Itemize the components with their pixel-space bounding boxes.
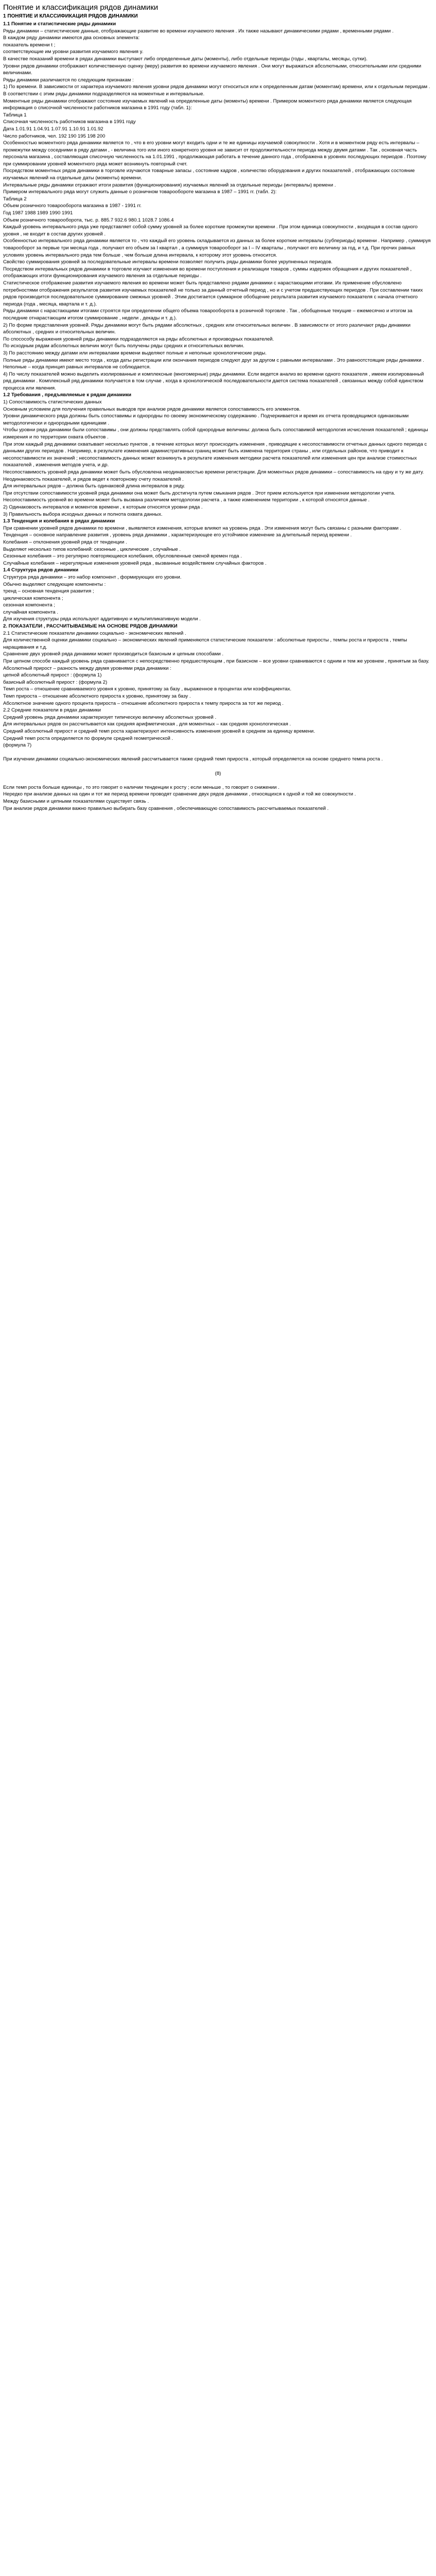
body-paragraph: Несопоставимость уровней ряда динамики может быть обусловлена неодинаковостью времени регистрации. Для моментных рядов динамики – сопоставимость на одну и ту же дату. Неодинаковость показателей, и рядов ведет к повторному счету показателей . <box>3 469 424 482</box>
body-paragraph: сезонная компонента ; <box>3 602 55 608</box>
body-paragraph: 1) Сопоставимость статистических данных <box>3 399 102 405</box>
document-body <box>3 21 433 812</box>
body-paragraph: Списочная численность работников магазина в 1991 году <box>3 119 136 125</box>
body-paragraph: циклическая компонента ; <box>3 595 63 601</box>
body-paragraph: Для изучения структуры ряда используют аддитивную и мультипликативную модели . <box>3 616 201 622</box>
blank-line <box>3 777 433 784</box>
body-paragraph: Темп роста – отношение сравниваемого уровня к уровню, принятому за базу , выраженное в процентах или коэффициентах. <box>3 686 292 692</box>
body-paragraph: показатель времени t ; <box>3 42 56 48</box>
body-paragraph: Особенностью моментного ряда динамики является то , что в его уровни могут входить одни и те же единицы изучаемой совокупности . Хотя и в моментном ряду есть интервалы – промежутки между соседними в ряду датами , - величина того или иного конкретного уровня не зависит от продолжительности периода между двумя датами . Так , основная часть персонала магазина , составляющая списочную численность на 1.01.1991 , продолжающая работать в течение данного года , отображена в уровнях последующих периодов . Поэтому при суммировании уровней моментного ряда может возникнуть повторный счет. <box>3 140 427 167</box>
body-paragraph: соответствующие им уровни развития изучаемого явления y. <box>3 49 144 55</box>
body-paragraph: Средний уровень ряда динамики характеризует типическую величину абсолютных уровней . <box>3 714 217 720</box>
body-paragraph: При сравнении уровней рядов динамики по времени , выявляется изменения, которые влияют на уровень ряда . Эти изменения могут быть связаны с разными факторами . <box>3 525 402 531</box>
body-paragraph: Темп прироста – отношение абсолютного прироста к уровню, принятому за базу . <box>3 693 191 699</box>
body-paragraph: При этом каждый ряд динамики охватывает несколько пунктов , в течение которых могут происходить изменения , приводящие к несопоставимости отчетных данных одного периода с данными других периодов . Например, в результате изменения административных границ может быть изменена территория страны , или отдельных районов, что приводит к несопоставимости их значений ; несопоставимость данных может возникнуть в результате изменения методики расчета показателей или изменения цен при анализе стоимостных показателей , изменения методов учета, и др. <box>3 441 427 468</box>
body-paragraph: Чтобы уровни ряда динамики были сопоставимы , они должны представлять собой однородные величины: должна быть сопоставимой методология исчисления показателей ; единицы измерения и по территории охвата объектов . <box>3 427 428 440</box>
body-paragraph: (формула 7) <box>3 742 32 749</box>
body-paragraph: Для количественной оценки динамики социально – экономических явлений применяются статистические показатели : абсолютные приросты , темпы роста и прироста , темпы наращивания и т.д. <box>3 637 407 650</box>
body-paragraph: Уровни рядов динамики отображают количественную оценку (меру) развития во времени изучаемого явления . Они могут выражаться абсолютными, относительными или средними величинами. <box>3 63 422 76</box>
body-paragraph: Примером интервального ряда могут служить данные о розничном товарообороте магазина в 1987 – 1991 гг. (табл. 2): <box>3 189 277 195</box>
body-paragraph: Год 1987 1988 1989 1990 1991 <box>3 210 73 216</box>
body-paragraph: Особенностью интервального ряда динамики является то , что каждый его уровень складывается из данных за более короткие интервалы (субпериоды) времени . Например , суммируя товарооборот за первые три месяца года , получают его объем за I квартал , а суммируя товарооборот за I – IV кварталы , получают его величину за год, и т.д. При прочих равных условиях уровень интервального ряда тем больше , чем больше длина интервала, к которому этот уровень относится. <box>3 238 431 258</box>
formula-label: (8) <box>215 770 221 776</box>
body-paragraph: Таблица 1 <box>3 112 27 118</box>
body-paragraph: Основным условием для получения правильных выводов при анализе рядов динамики является сопоставимость его элементов. <box>3 406 301 412</box>
blank-line <box>3 763 433 770</box>
body-paragraph: Если темп роста больше единицы , то это говорит о наличии тенденции к росту ; если меньше , то говорит о снижении . <box>3 784 280 790</box>
body-paragraph: Средний темп роста определяется по формуле средней геометрической . <box>3 735 173 741</box>
body-paragraph: По спосособу выражения уровней ряды динамики подразделяются на ряды абсолютных и производных показателей. <box>3 336 274 342</box>
blank-line <box>3 749 433 756</box>
body-paragraph: Для интервальных рядов он рассчитывается как средняя арифметическая , для моментных – как средняя хронологическая . <box>3 721 291 727</box>
body-paragraph: Тенденция – основное направление развития , уровень ряда динамики , характеризующее его устойчивое изменение за длительный период времени . <box>3 532 352 538</box>
body-paragraph: Посредством интервальных рядов динамики в торговле изучают изменения во времени поступления и реализации товаров , суммы издержек обращения и других показателей , отображающих итоги функционирования изучаемого явления за отдельные периоды . <box>3 266 412 279</box>
body-paragraph: В качестве показаний времени в рядах динамики выступают либо определенные даты (моменты), либо отдельные периоды (годы , кварталы, месяцы, сутки). <box>3 56 368 62</box>
body-paragraph: тренд – основная тенденция развития ; <box>3 588 94 595</box>
body-paragraph: Структура ряда динамики – это набор компонент , формирующих его уровни. <box>3 574 182 580</box>
body-paragraph: 1) По времени. В зависимости от характера изучаемого явления уровни рядов динамики могут относиться или к определенным датам (моментам) времени, или к отдельным периодам . В соответствии с этим ряды динамики подразделяются на моментные и интервальные. <box>3 84 430 97</box>
body-paragraph: Нередко при анализе данных на один и тот же период времени проводят сравнение двух рядов динамики , относящихся к одной и той же совокупности . <box>3 791 356 798</box>
body-paragraph: В каждом ряду динамики имеются два основных элемента: <box>3 35 140 41</box>
body-paragraph: При анализе рядов динамики важно правильно выбирать базу сравнения , обеспечивающую сопоставимость рассчитываемых показателей . <box>3 805 329 811</box>
section-heading: 1.2 Требования , предъявляемые к рядам динамики <box>3 392 132 398</box>
document-page <box>0 0 436 817</box>
body-paragraph: 2) По форме представления уровней. Ряды динамики могут быть рядами абсолютных , средних или относительных величин . В зависимости от этого различают ряды динамики абсолютных , средних и относительных величин. <box>3 322 411 335</box>
section-subtitle: 1 ПОНЯТИЕ И КЛАССИФИКАЦИЯ РЯДОВ ДИНАМИКИ <box>3 13 138 19</box>
body-paragraph: Неполные – когда принцип равных интервалов не соблюдается. <box>3 364 151 370</box>
body-paragraph: Число работников, чел. 192 190 195 198 200 <box>3 133 106 139</box>
body-paragraph: Средний абсолютный прирост и средний темп роста характеризуют интенсивность изменения уровней в среднем за единицу времени. <box>3 728 315 734</box>
page-title: Понятие и классификация рядов динамики <box>3 3 159 12</box>
body-paragraph: Объем розничного товарооборота, тыс. р. 885.7 932.6 980.1 1028.7 1086.4 <box>3 217 174 223</box>
body-paragraph: Таблица 2 <box>3 196 27 202</box>
body-paragraph: 2.1 Статистические показатели динамики социально - экономических явлений . <box>3 630 186 636</box>
body-paragraph: 4) По числу показателей можно выделить изолированные и комплексные (многомерные) ряды динамики. Если ведется анализ во времени одного показателя , имеем изолированный ряд динамики . Комплексный ряд динамики получается в том случае , когда в хронологической последовательности дается система показателей , связанных между собой единством процесса или явления. <box>3 371 424 391</box>
body-paragraph: Ряды динамики – статистические данные, отображающие развитие во времени изучаемого явления . Их также называют динамическими рядами , временными рядами . <box>3 28 394 34</box>
body-paragraph: Свойство суммирования уровней за последовательные интервалы времени позволяет получить ряды динамики более укрупненных периодов. <box>3 259 333 265</box>
body-paragraph: Между базисными и цепными показателями существует связь . <box>3 798 149 804</box>
body-paragraph: Интервальные ряды динамики отражают итоги развития (функционирования) изучаемых явлений за отдельные периоды (интервалы) времени . <box>3 182 336 188</box>
body-paragraph: 3) По расстоянию между датами или интервалами времени выделяют полные и неполные хронологические ряды. <box>3 350 267 356</box>
body-paragraph: Статистическое отображение развития изучаемого явления во времени может быть представлено рядами динамики с нарастающими итогами. Их применение обусловлено потребностями отображения результатов развития изучаемых показателей не только за данный отчетный период , но и с учетом предшествующих периодов . При составлении таких рядов производится последовательное суммирование смежных уровней . Этим достигается суммарное обобщение результата развития изучаемого показателя с начала отчетного периода (года , месяца, квартала и т. д.). <box>3 280 423 307</box>
body-paragraph: случайная компонента . <box>3 609 59 615</box>
body-paragraph: Моментные ряды динамики отображают состояние изучаемых явлений на определенные даты (моменты) времени . Примером моментного ряда динамики является следующая информация о списочной численности работников магазина в 1991 году (табл. 1): <box>3 98 412 111</box>
body-paragraph: Сезонные колебания – это регулярно повторяющиеся колебания, обусловленные сменой времен года . <box>3 553 242 560</box>
body-paragraph: Абсолютный прирост – разность между двумя уровнями ряда динамики : <box>3 665 171 671</box>
body-paragraph: базисный абсолютный прирост : (формула 2) <box>3 679 108 685</box>
body-paragraph: Посредством моментных рядов динамики в торговле изучаются товарные запасы , состояние кадров , количество оборудования и других показателей , отображающих состояние изучаемых явлений на отдельные даты (моменты) времени. <box>3 168 415 181</box>
section-heading: 1.4 Структура рядов динамики <box>3 567 79 573</box>
body-paragraph: Каждый уровень интервального ряда уже представляет собой сумму уровней за более короткие промежутки времени . При этом единица совокупности , входящая в состав одного уровня , не входит в состав других уровней . <box>3 224 418 237</box>
body-paragraph: Случайные колебания – нерегулярные изменения уровней ряда , вызванные воздействием случайных факторов . <box>3 560 267 566</box>
section-heading: 2. ПОКАЗАТЕЛИ , РАССЧИТЫВАЕМЫЕ НА ОСНОВЕ РЯДОВ ДИНАМИКИ <box>3 623 178 630</box>
body-paragraph: При изучении динамики социально-экономических явлений рассчитывается также средний темп прироста , который определяется на основе среднего темпа роста . <box>3 756 383 762</box>
body-paragraph: Дата 1.01.91 1.04.91 1.07.91 1.10.91 1.01.92 <box>3 126 103 132</box>
body-paragraph: При отсутствии сопоставимости уровней ряда динамики она может быть достигнута путем смыкания рядов . Этот прием используется при изменении методологии учета. <box>3 490 395 496</box>
body-paragraph: Сравнение двух уровней ряда динамики может производиться базисным и цепным способами . <box>3 651 224 657</box>
body-paragraph: Полные ряды динамики имеют место тогда , когда даты регистрации или окончания периодов следуют друг за другом с равными интервалами . Это равноотстоящие ряды динамики . <box>3 357 424 363</box>
body-paragraph: Для интервальных рядов – должна быть одинаковой длина интервалов в ряду. <box>3 483 185 489</box>
body-paragraph: Объем розничного товарооборота магазина в 1987 - 1991 гг. <box>3 203 142 209</box>
section-heading: 1.1 Понятие и статистические ряды динамики <box>3 21 116 27</box>
body-paragraph: При цепном способе каждый уровень ряда сравнивается с непосредственно предшествующим , при базисном – все уровни сравниваются с одним и тем же уровнем , принятым за базу. <box>3 658 429 665</box>
body-paragraph: Ряды динамики различаются по следующим признакам : <box>3 77 134 83</box>
body-paragraph: Обычно выделяют следующие компоненты : <box>3 581 106 587</box>
body-paragraph: Несопоставимость уровней во времени может быть вызвана различием методологии расчета , а также изменением территории , к которой относятся данные . <box>3 497 370 503</box>
body-paragraph: 2.2 Средние показатели в рядах динамики <box>3 707 101 714</box>
body-paragraph: 3) Правильность выбора исходных данных и полнота охвата данных. <box>3 511 163 517</box>
body-paragraph: Выделяют несколько типов колебаний: сезонные , циклические , случайные . <box>3 546 181 552</box>
body-paragraph: Ряды динамики с нарастающими итогами строятся при определении общего объема товарооборота в розничной торговле . Так , обобщенные текущие – ежемесячно и итогом за последние отнарастающим итогом суммирование , недели , декады и т. д.). <box>3 308 413 321</box>
body-paragraph: 2) Одинаковость интервалов и моментов времени , к которым относятся уровни ряда . <box>3 504 203 510</box>
body-paragraph: По исходным рядам абсолютных величин могут быть получены ряды средних и относительных величин. <box>3 343 245 349</box>
body-paragraph: Уровни динамического ряда должны быть сопоставимы и однородны по своему экономическому содержанию . Подчеркивается и время их отчета проводящимся одинаковыми методологически и однородными единицами . <box>3 413 409 426</box>
section-heading: 1.3 Тенденция и колебания в рядах динамики <box>3 518 115 524</box>
body-paragraph: цепной абсолютный прирост : (формула 1) <box>3 672 102 679</box>
body-paragraph: Абсолютное значение одного процента прироста – отношение абсолютного прироста к темпу прироста за тот же период . <box>3 700 284 706</box>
body-paragraph: Колебания – отклонения уровней ряда от тенденции . <box>3 539 127 545</box>
